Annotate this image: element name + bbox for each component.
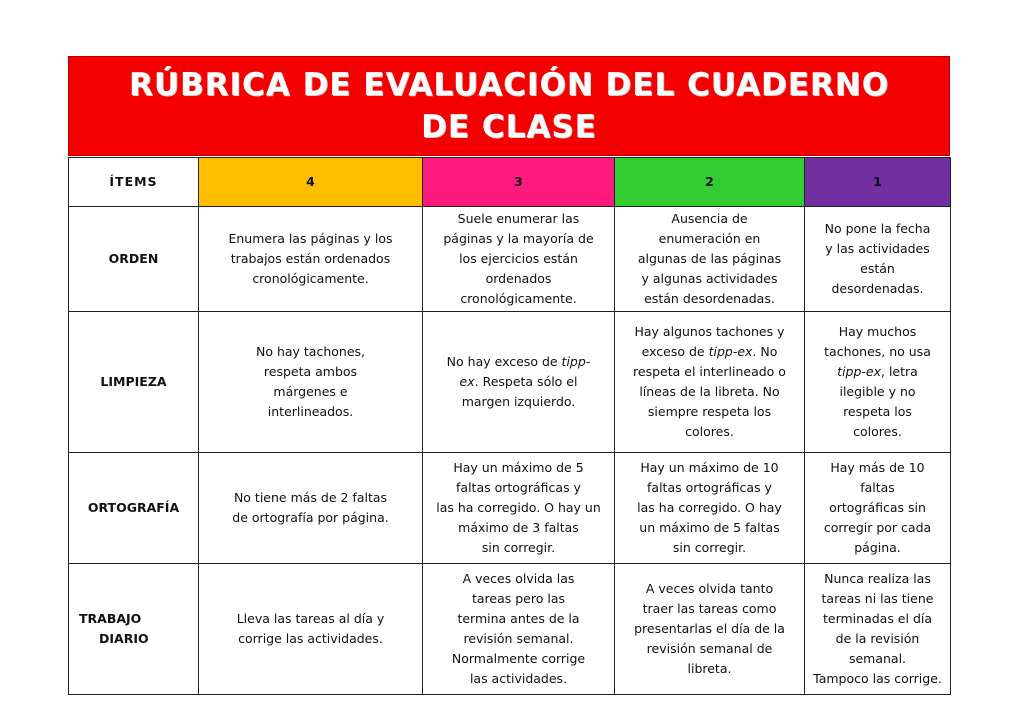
cell-text-line: sin corregir. — [672, 540, 747, 555]
cell-text-line: y algunas actividades — [641, 271, 778, 286]
row-orden — [69, 207, 951, 312]
cell-text-line: exceso de tipp-ex. No — [641, 344, 778, 359]
cell-limpieza-4 — [199, 312, 423, 453]
cell-text-line: No pone la fecha — [824, 221, 931, 236]
cell-text-line: Hay un máximo de 10 — [640, 460, 779, 475]
cell-text-line: ex. Respeta sólo el — [459, 374, 578, 389]
cell-text-line: ortográficas sin — [829, 500, 926, 515]
cell-limpieza-3 — [423, 312, 615, 453]
cell-text-line: Nunca realiza las — [824, 571, 931, 586]
cell-ortografia-1 — [805, 453, 951, 564]
cell-text-line: enumeración en — [658, 231, 761, 246]
row-label-trabajo-diario — [69, 564, 199, 695]
cell-text-line: No hay tachones, — [255, 344, 366, 359]
cell-text-line: ilegible y no — [839, 384, 916, 399]
cell-text-line: las actividades. — [469, 671, 568, 686]
cell-ortografia-3 — [423, 453, 615, 564]
cell-ortografia-4 — [199, 453, 423, 564]
cell-text-line: ordenados — [485, 271, 552, 286]
cell-text-line: revisión semanal de — [646, 641, 773, 656]
cell-text-line: trabajos están ordenados — [230, 251, 391, 266]
cell-text-line: están desordenadas. — [644, 291, 775, 306]
level-3-header: 3 — [423, 158, 615, 207]
cell-text-line: de ortografía por página. — [232, 510, 389, 525]
level-1-header: 1 — [805, 158, 951, 207]
cell-text-line: las ha corregido. O hay un — [436, 500, 601, 515]
cell-text-line: colores. — [853, 424, 902, 439]
cell-text-line: margen izquierdo. — [461, 394, 576, 409]
cell-text-line: termina antes de la — [457, 611, 580, 626]
cell-orden-3 — [423, 207, 615, 312]
cell-text-line: corregir por cada — [823, 520, 932, 535]
cell-text-line: siempre respeta los — [647, 404, 772, 419]
row-limpieza — [69, 312, 951, 453]
cell-text-line: presentarlas el día de la — [634, 621, 785, 636]
cell-text-line: de la revisión — [835, 631, 920, 646]
row-label-line: TRABAJO — [79, 611, 142, 626]
cell-text-line: líneas de la libreta. No — [639, 384, 780, 399]
cell-text-line: No hay exceso de tipp- — [446, 354, 591, 369]
cell-text-line: Tampoco las corrige. — [813, 671, 942, 686]
cell-trabajo-diario-4 — [199, 564, 423, 695]
cell-text-line: tachones, no usa — [824, 344, 931, 359]
cell-text-line: cronológicamente. — [252, 271, 369, 286]
cell-limpieza-1 — [805, 312, 951, 453]
cell-text-line: respeta ambos — [263, 364, 358, 379]
cell-text-line: Hay un máximo de 5 — [453, 460, 584, 475]
cell-text-line: Suele enumerar las — [457, 211, 580, 226]
cell-text-line: tareas pero las — [471, 591, 566, 606]
cell-text-line: respeta los — [843, 404, 912, 419]
cell-text-line: tareas ni las tiene — [821, 591, 934, 606]
level-2-header: 2 — [615, 158, 805, 207]
cell-text-line: máximo de 3 faltas — [458, 520, 579, 535]
cell-text-line: libreta. — [687, 661, 732, 676]
row-label-line: DIARIO — [99, 631, 149, 646]
cell-text-line: Normalmente corrige — [451, 651, 586, 666]
cell-text-line: faltas — [860, 480, 895, 495]
cell-text-line: Enumera las páginas y los — [228, 231, 393, 246]
cell-text-line: y las actividades — [825, 241, 930, 256]
row-trabajo-diario — [69, 564, 951, 695]
page-title: RÚBRICA DE EVALUACIÓN DEL CUADERNO DE CLASE — [128, 67, 890, 145]
cell-text-line: Lleva las tareas al día y — [236, 611, 385, 626]
items-header: ÍTEMS — [69, 158, 199, 207]
cell-orden-2 — [615, 207, 805, 312]
cell-text-line: desordenadas. — [831, 281, 924, 296]
cell-text-line: corrige las actividades. — [238, 631, 383, 646]
cell-text-line: están — [860, 261, 895, 276]
cell-ortografia-2 — [615, 453, 805, 564]
cell-text-line: márgenes e — [273, 384, 348, 399]
cell-text-line: colores. — [685, 424, 734, 439]
cell-text-line: sin corregir. — [481, 540, 556, 555]
cell-text-line: Hay algunos tachones y — [634, 324, 785, 339]
rubric-table — [68, 157, 951, 695]
cell-text-line: traer las tareas como — [642, 601, 777, 616]
cell-text-line: cronológicamente. — [460, 291, 577, 306]
row-label-ortografia: ORTOGRAFÍA — [69, 453, 199, 564]
row-label-limpieza: LIMPIEZA — [69, 312, 199, 453]
row-label-orden: ORDEN — [69, 207, 199, 312]
cell-text-line: tipp-ex, letra — [837, 364, 918, 379]
cell-text-line: A veces olvida las — [462, 571, 575, 586]
cell-text-line: Hay más de 10 — [830, 460, 925, 475]
cell-text-line: A veces olvida tanto — [645, 581, 774, 596]
cell-trabajo-diario-3 — [423, 564, 615, 695]
cell-text-line: un máximo de 5 faltas — [639, 520, 780, 535]
cell-text-line: interlineados. — [267, 404, 354, 419]
header-row — [69, 158, 951, 207]
cell-orden-1 — [805, 207, 951, 312]
cell-text-line: algunas de las páginas — [637, 251, 782, 266]
cell-text-line: páginas y la mayoría de — [443, 231, 594, 246]
cell-text-line: terminadas el día — [822, 611, 933, 626]
cell-text-line: las ha corregido. O hay — [637, 500, 782, 515]
level-4-header: 4 — [199, 158, 423, 207]
cell-trabajo-diario-1 — [805, 564, 951, 695]
cell-text-line: No tiene más de 2 faltas — [233, 490, 388, 505]
cell-text-line: semanal. — [848, 651, 907, 666]
cell-trabajo-diario-2 — [615, 564, 805, 695]
cell-text-line: Hay muchos — [838, 324, 917, 339]
cell-text-line: página. — [854, 540, 901, 555]
cell-text-line: los ejercicios están — [459, 251, 578, 266]
cell-text-line: revisión semanal. — [463, 631, 574, 646]
cell-orden-4 — [199, 207, 423, 312]
cell-text-line: faltas ortográficas y — [456, 480, 581, 495]
cell-limpieza-2 — [615, 312, 805, 453]
row-ortografia — [69, 453, 951, 564]
cell-text-line: faltas ortográficas y — [647, 480, 772, 495]
title-banner — [68, 56, 950, 156]
cell-text-line: Ausencia de — [671, 211, 748, 226]
cell-text-line: respeta el interlineado o — [633, 364, 786, 379]
